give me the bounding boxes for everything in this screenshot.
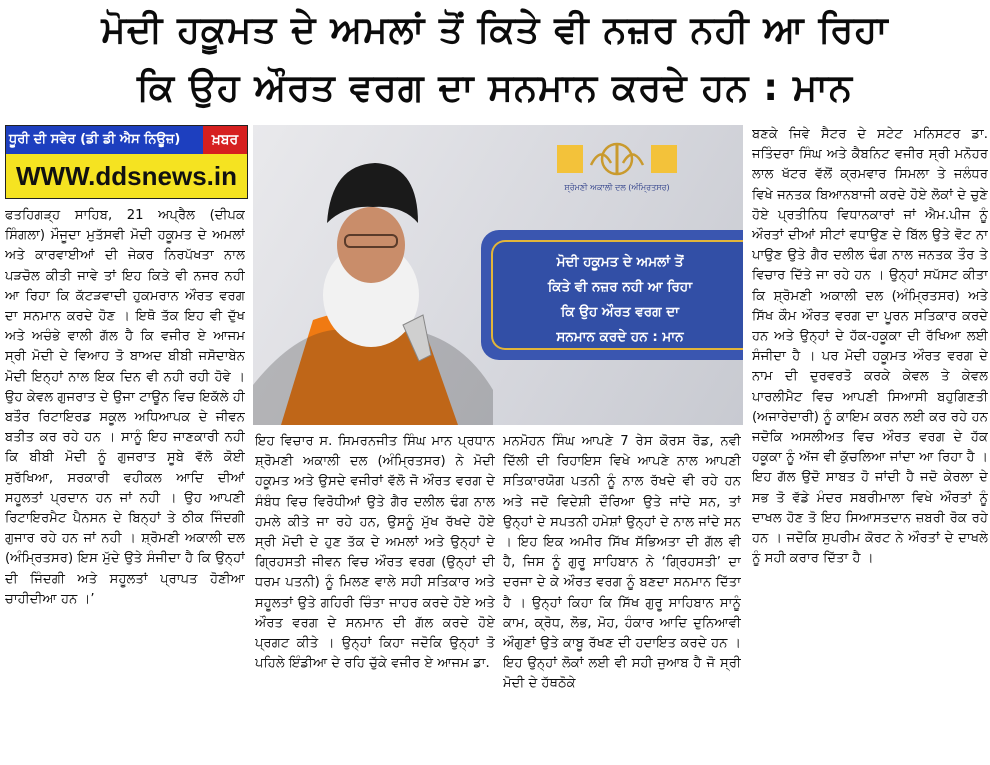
news-source-badge: [5, 125, 248, 199]
article-column-2: ਇਹ ਵਿਚਾਰ ਸ. ਸਿਮਰਨਜੀਤ ਸਿੰਘ ਮਾਨ ਪ੍ਰਧਾਨ ਸ਼੍ਰੋਮਣੀ ਅਕਾਲੀ ਦਲ (ਅੰਮ੍ਰਿਤਸਰ) ਨੇ ਮੋਦੀ ਹਕੂਮਤ ਅਤੇ ਉਸਦੇ ਵਜੀਰਾਂ ਵੱਲੋ ਜੋ ਔਰਤ ਵਰਗ ਦੇ ਸੰਬੰਧ ਵਿਚ ਵਿਰੋਧੀਆਂ ਉਤੇ ਗੈਰ ਦਲੀਲ ਢੰਗ ਨਾਲ ਹਮਲੇ ਕੀਤੇ ਜਾ ਰਹੇ ਹਨ, ਉਸਨੂੰ ਮੁੱਖ ਰੱਖਦੇ ਹੋਏ ਸ੍ਰੀ ਮੋਦੀ ਦੇ ਹੁਣ ਤੱਕ ਦੇ ਅਮਲਾਂ ਅਤੇ ਉਨ੍ਹਾਂ ਦੇ ਗ੍ਰਿਹਸਤੀ ਜੀਵਨ ਵਿਚ ਔਰਤ ਵਰਗ (ਉਨ੍ਹਾਂ ਦੀ ਧਰਮ ਪਤਨੀ) ਨੂੰ ਮਿਲਣ ਵਾਲੇ ਸਹੀ ਸਤਿਕਾਰ ਅਤੇ ਸਹੂਲਤਾਂ ਉਤੇ ਗਹਿਰੀ ਚਿੰਤਾ ਜਾਹਰ ਕਰਦੇ ਹੋਏ ਅਤੇ ਔਰਤ ਵਰਗ ਦੇ ਸਨਮਾਨ ਦੀ ਗੱਲ ਕਰਦੇ ਹੋਏ ਪ੍ਰਗਟ ਕੀਤੇ । ਉਨ੍ਹਾਂ ਕਿਹਾ ਜਦੋਕਿ ਉਨ੍ਹਾਂ ਤੋ ਪਹਿਲੇ ਇੰਡੀਆ ਦੇ ਰਹਿ ਚੁੱਕੇ ਵਜੀਰ ਏ ਆਜਮ ਡਾ.: [255, 434, 495, 672]
article-column-3: ਮਨਮੋਹਨ ਸਿੰਘ ਆਪਣੇ 7 ਰੇਸ ਕੋਰਸ ਰੋਡ, ਨਵੀ ਦਿੱਲੀ ਦੀ ਰਿਹਾਇਸ ਵਿਖੇ ਆਪਣੇ ਨਾਲ ਆਪਣੀ ਸਤਿਕਾਰਯੋਗ ਪਤਨੀ ਨੂੰ ਨਾਲ ਰੱਖਦੇ ਵੀ ਰਹੇ ਹਨ ਅਤੇ ਜਦੋ ਵਿਦੇਸ਼ੀ ਦੌਰਿਆ ਉਤੇ ਜਾਂਦੇ ਸਨ, ਤਾਂ ਉਨ੍ਹਾਂ ਦੇ ਸਪਤਨੀ ਹਮੇਸ਼ਾਂ ਉਨ੍ਹਾਂ ਦੇ ਨਾਲ ਜਾਂਦੇ ਸਨ । ਇਹ ਇਕ ਅਮੀਰ ਸਿੱਖ ਸੱਭਿਅਤਾ ਦੀ ਗੱਲ ਵੀ ਹੈ, ਜਿਸ ਨੂੰ ਗੁਰੂ ਸਾਹਿਬਾਨ ਨੇ ‘ਗ੍ਰਿਹਸਤੀ’ ਦਾ ਦਰਜਾ ਦੇ ਕੇ ਔਰਤ ਵਰਗ ਨੂੰ ਬਣਦਾ ਸਨਮਾਨ ਦਿੱਤਾ ਹੈ । ਉਨ੍ਹਾਂ ਕਿਹਾ ਕਿ ਸਿੱਖ ਗੁਰੂ ਸਾਹਿਬਾਨ ਸਾਨੂੰ ਕਾਮ, ਕ੍ਰੋਧ, ਲੋਭ, ਮੋਹ, ਹੰਕਾਰ ਆਦਿ ਦੁਨਿਆਵੀ ਔਗੁਣਾਂ ਉਤੇ ਕਾਬੂ ਰੱਖਣ ਦੀ ਹਦਾਇਤ ਕਰਦੇ ਹਨ । ਇਹ ਉਨ੍ਹਾਂ ਲੋਕਾਂ ਲਈ ਵੀ ਸਹੀ ਜੁਆਬ ਹੈ ਜੋ ਸ੍ਰੀ ਮੋਦੀ ਦੇ ਹੱਥਠੋਕੇ: [503, 434, 741, 692]
banner-line: ਸਨਮਾਨ ਕਰਦੇ ਹਨ : ਮਾਨ: [556, 329, 684, 345]
article-column-4: ਬਣਕੇ ਜਿਵੇ ਸੈਟਰ ਦੇ ਸਟੇਟ ਮਨਿਸਟਰ ਡਾ. ਜਤਿੰਦਰਾ ਸਿੰਘ ਅਤੇ ਕੈਬਨਿਟ ਵਜੀਰ ਸ੍ਰੀ ਮਨੋਹਰ ਲਾਲ ਖੱਟਰ ਵੱਲੋਂ ਕ੍ਰਮਵਾਰ ਸਿਮਲਾ ਤੇ ਜਲੰਧਰ ਵਿਖੇ ਜਨਤਕ ਬਿਆਨਬਾਜੀ ਕਰਦੇ ਹੋਏ ਲੋਕਾਂ ਦੇ ਚੁਣੇ ਹੋਏ ਪ੍ਰਤੀਨਿਧ ਵਿਧਾਨਕਾਰਾਂ ਜਾਂ ਐਮ.ਪੀਜ ਨੂੰ ਔਰਤਾਂ ਦੀਆਂ ਸੀਟਾਂ ਵਧਾਉਣ ਦੇ ਬਿੱਲ ਉਤੇ ਵੋਟ ਨਾ ਪਾਉਣ ਉਤੇ ਗੈਰ ਦਲੀਲ ਢੰਗ ਨਾਲ ਜਨਤਕ ਤੌਰ ਤੇ ਵਿਚਾਰ ਦਿੱਤੇ ਜਾ ਰਹੇ ਹਨ । ਉਨ੍ਹਾਂ ਸਪੱਸਟ ਕੀਤਾ ਕਿ ਸ਼੍ਰੋਮਣੀ ਅਕਾਲੀ ਦਲ (ਅੰਮ੍ਰਿਤਸਰ) ਅਤੇ ਸਿੱਖ ਕੌਮ ਔਰਤ ਵਰਗ ਦਾ ਪੂਰਨ ਸਤਿਕਾਰ ਕਰਦੇ ਹਨ ਅਤੇ ਉਨ੍ਹਾਂ ਦੇ ਹੱਕ-ਹਕੂਕਾ ਦੀ ਰੱਖਿਆ ਲਈ ਸੰਜੀਦਾ ਹੈ । ਪਰ ਮੋਦੀ ਹਕੂਮਤ ਔਰਤ ਵਰਗ ਦੇ ਨਾਮ ਦੀ ਦੁਰਵਰਤੋ ਕਰਕੇ ਕੇਵਲ ਤੇ ਕੇਵਲ ਪਾਰਲੀਮੈਟ ਵਿਚ ਆਪਣੀ ਸਿਆਸੀ ਬਹੁਗਿਣਤੀ (ਅਜਾਰੇਦਾਰੀ) ਨੂੰ ਕਾਇਮ ਕਰਨ ਲਈ ਕਰ ਰਹੇ ਹਨ ਜਦੋਕਿ ਅਸਲੀਅਤ ਵਿਚ ਔਰਤ ਵਰਗ ਦੇ ਹੱਕ ਹਕੂਕਾ ਨੂੰ ਅੱਜ ਵੀ ਕੁੱਚਲਿਆ ਜਾਂਦਾ ਆ ਰਿਹਾ ਹੈ । ਇਹ ਗੱਲ ਉਦੋ ਸਾਬਤ ਹੋ ਜਾਂਦੀ ਹੈ ਜਦੋ ਕੇਰਲਾ ਦੇ ਸਭ ਤੋ ਵੱਡੇ ਮੰਦਰ ਸਬਰੀਮਾਲਾ ਵਿਖੇ ਔਰਤਾਂ ਨੂੰ ਦਾਖਲ ਹੋਣ ਤੋ ਇਹ ਸਿਆਸਤਦਾਨ ਜ਼ਬਰੀ ਰੋਕ ਰਹੇ ਹਨ । ਜਦੋਕਿ ਸੁਪਰੀਮ ਕੋਰਟ ਨੇ ਔਰਤਾਂ ਦੇ ਦਾਖਲੇ ਨੂੰ ਸਹੀ ਕਰਾਰ ਦਿੱਤਾ ਹੈ ।: [752, 127, 988, 567]
quote-banner: [481, 230, 743, 360]
badge-site-name: ਧੂਰੀ ਦੀ ਸਵੇਰ (ਡੀ ਡੀ ਐਸ ਨਿਊਜ਼): [6, 126, 203, 154]
banner-line: ਮੋਦੀ ਹਕੂਮਤ ਦੇ ਅਮਲਾਂ ਤੋਂ: [556, 254, 684, 270]
badge-news-word: ਖ਼ਬਰ: [203, 126, 247, 154]
badge-top-row: [6, 126, 247, 154]
party-logo-text: ਸ਼੍ਰੋਮਣੀ ਅਕਾਲੀ ਦਲ (ਅੰਮ੍ਰਿਤਸਰ): [564, 183, 670, 192]
badge-url[interactable]: WWW.ddsnews.in: [6, 154, 247, 198]
headline-line-2: ਕਿ ਉਹ ਔਰਤ ਵਰਗ ਦਾ ਸਨਮਾਨ ਕਰਦੇ ਹਨ : ਮਾਨ: [136, 66, 854, 109]
lead-photo: [253, 125, 743, 425]
article-column-1: ਫਤਹਿਗੜ੍ਹ ਸਾਹਿਬ, 21 ਅਪ੍ਰੈਲ (ਦੀਪਕ ਸਿੰਗਲਾ) ਮੌਜੂਦਾ ਮੁਤੱਸਵੀ ਮੋਦੀ ਹਕੂਮਤ ਦੇ ਅਮਲਾਂ ਅਤੇ ਕਾਰਵਾਈਆਂ ਦੀ ਜੇਕਰ ਨਿਰਪੱਖਤਾ ਨਾਲ ਪੜਚੋਲ ਕੀਤੀ ਜਾਵੇ ਤਾਂ ਇਹ ਕਿਤੇ ਵੀ ਨਜਰ ਨਹੀ ਆ ਰਿਹਾ ਕਿ ਕੱਟੜਵਾਦੀ ਹੁਕਮਰਾਨ ਔਰਤ ਵਰਗ ਦਾ ਸਨਮਾਨ ਕਰਦੇ ਹੋਣ । ਇਥੋ ਤੱਕ ਇਹ ਵੀ ਦੁੱਖ ਅਤੇ ਅਚੰਭੇ ਵਾਲੀ ਗੱਲ ਹੈ ਕਿ ਵਜੀਰ ਏ ਆਜਮ ਸ੍ਰੀ ਮੋਦੀ ਦੇ ਵਿਆਹ ਤੋ ਬਾਅਦ ਬੀਬੀ ਜਸੋਦਾਬੇਨ ਮੋਦੀ ਇਨ੍ਹਾਂ ਨਾਲ ਇਕ ਦਿਨ ਵੀ ਨਹੀ ਰਹੀ ਹੋਵੇ । ਉਹ ਕੇਵਲ ਗੁਜਰਾਤ ਦੇ ਉਜਾ ਟਾਊਨ ਵਿਚ ਇਕੱਲੇ ਹੀ ਬਤੌਰ ਰਿਟਾਇਰਡ ਸਕੂਲ ਅਧਿਆਪਕ ਦੇ ਜੀਵਨ ਬਤੀਤ ਕਰ ਰਹੇ ਹਨ । ਸਾਨੂੰ ਇਹ ਜਾਣਕਾਰੀ ਨਹੀ ਕਿ ਬੀਬੀ ਮੋਦੀ ਨੂੰ ਗੁਜਰਾਤ ਸੂਬੇ ਵੱਲੋ ਕੋਈ ਸੁਰੱਖਿਆ, ਸਰਕਾਰੀ ਵਹੀਕਲ ਆਦਿ ਦੀਆਂ ਸਹੂਲਤਾਂ ਪ੍ਰਦਾਨ ਹਨ ਜਾਂ ਨਹੀ । ਉਹ ਆਪਣੀ ਰਿਟਾਇਰਮੈਟ ਪੈਨਸਨ ਦੇ ਬਿਨ੍ਹਾਂ ਤੇ ਠੀਕ ਜਿੰਦਗੀ ਗੁਜਾਰ ਰਹੇ ਹਨ ਜਾਂ ਨਹੀ । ਸ਼੍ਰੋਮਣੀ ਅਕਾਲੀ ਦਲ (ਅੰਮ੍ਰਿਤਸਰ) ਇਸ ਮੁੱਦੇ ਉਤੇ ਸੰਜੀਦਾ ਹੈ ਕਿ ਉਨ੍ਹਾਂ ਦੀ ਜਿੰਦਗੀ ਅਤੇ ਸਹੂਲਤਾਂ ਪ੍ਰਾਪਤ ਹੋਣੀਆ ਚਾਹੀਦੀਆ ਹਨ ।’: [5, 208, 245, 607]
portrait-illustration: [253, 125, 493, 425]
face-shape: [337, 207, 405, 283]
banner-line: ਕਿ ਉਹ ਔਰਤ ਵਰਗ ਦਾ: [560, 304, 679, 320]
headline-line-1: ਮੋਦੀ ਹਕੂਮਤ ਦੇ ਅਮਲਾਂ ਤੋਂ ਕਿਤੇ ਵੀ ਨਜ਼ਰ ਨਹੀ ਆ ਰਿਹਾ: [101, 8, 889, 51]
banner-line: ਕਿਤੇ ਵੀ ਨਜ਼ਰ ਨਹੀ ਆ ਰਿਹਾ: [547, 279, 693, 295]
quote-banner-frame: [491, 240, 743, 350]
